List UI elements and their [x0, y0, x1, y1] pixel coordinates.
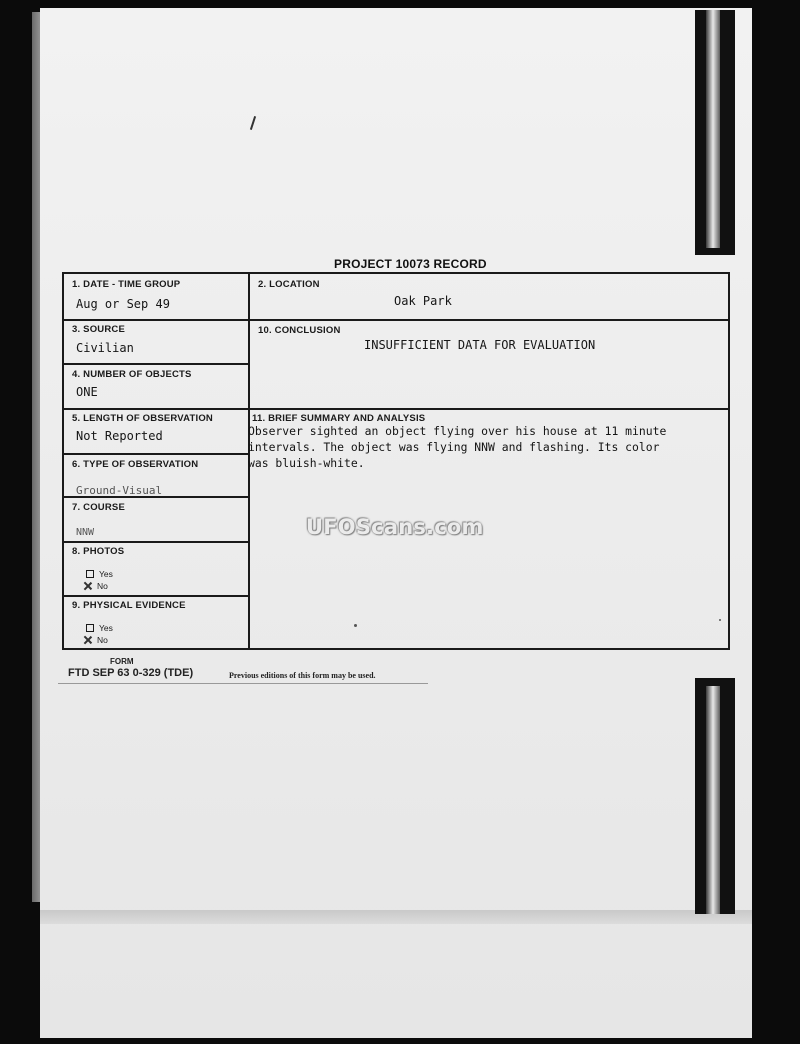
physical-evidence-yes-option — [86, 623, 113, 633]
footer-note: Previous editions of this form may be used. — [229, 671, 376, 680]
course-value: NNW — [76, 527, 95, 538]
conclusion-value: INSUFFICIENT DATA FOR EVALUATION — [364, 338, 596, 352]
photos-no-label: No — [97, 581, 108, 591]
summary-text: Observer sighted an object flying over his house at 11 minute intervals. The object was flying NNW and flashing. Its color was bluish-white. — [248, 424, 667, 470]
row-divider — [64, 408, 730, 410]
record-form — [62, 272, 730, 650]
speck — [719, 619, 721, 621]
physical-evidence-no-label: No — [97, 635, 108, 645]
checkbox-checked-icon — [84, 582, 92, 590]
location-label: 2. LOCATION — [258, 279, 320, 290]
binder-clip-bottom — [695, 678, 735, 914]
source-value: Civilian — [76, 341, 134, 355]
checkbox-empty-icon — [86, 624, 94, 632]
course-label: 7. COURSE — [72, 502, 126, 513]
row-divider — [64, 541, 249, 543]
checkbox-empty-icon — [86, 570, 94, 578]
summary-label: 11. BRIEF SUMMARY AND ANALYSIS — [252, 413, 426, 424]
physical-evidence-label: 9. PHYSICAL EVIDENCE — [72, 600, 186, 611]
length-of-observation-label: 5. LENGTH OF OBSERVATION — [72, 413, 213, 424]
date-time-group-label: 1. DATE - TIME GROUP — [72, 279, 181, 290]
date-time-group-value: Aug or Sep 49 — [76, 297, 170, 311]
location-value: Oak Park — [394, 294, 452, 308]
row-divider — [64, 453, 249, 455]
photos-yes-option — [86, 569, 113, 579]
physical-evidence-no-option — [84, 635, 108, 645]
photos-yes-label: Yes — [99, 569, 113, 579]
paper-edge — [40, 910, 752, 924]
physical-evidence-yes-label: Yes — [99, 623, 113, 633]
speck — [354, 624, 357, 627]
conclusion-label: 10. CONCLUSION — [258, 325, 341, 336]
footer-form-word: FORM — [110, 657, 134, 666]
photos-label: 8. PHOTOS — [72, 546, 125, 557]
number-of-objects-value: ONE — [76, 385, 98, 399]
binder-clip-top — [695, 10, 735, 255]
row-divider — [64, 319, 730, 321]
photos-no-option — [84, 581, 108, 591]
footer-form-code: FTD SEP 63 0-329 (TDE) — [68, 667, 194, 679]
footer-rule — [58, 683, 428, 684]
row-divider — [64, 595, 249, 597]
source-label: 3. SOURCE — [72, 324, 126, 335]
length-of-observation-value: Not Reported — [76, 429, 163, 443]
watermark: UFOScans.com — [306, 515, 484, 539]
checkbox-checked-icon — [84, 636, 92, 644]
type-of-observation-value: Ground-Visual — [76, 484, 163, 497]
number-of-objects-label: 4. NUMBER OF OBJECTS — [72, 369, 192, 380]
row-divider — [64, 363, 249, 365]
type-of-observation-label: 6. TYPE OF OBSERVATION — [72, 459, 199, 470]
form-title: PROJECT 10073 RECORD — [334, 257, 487, 271]
